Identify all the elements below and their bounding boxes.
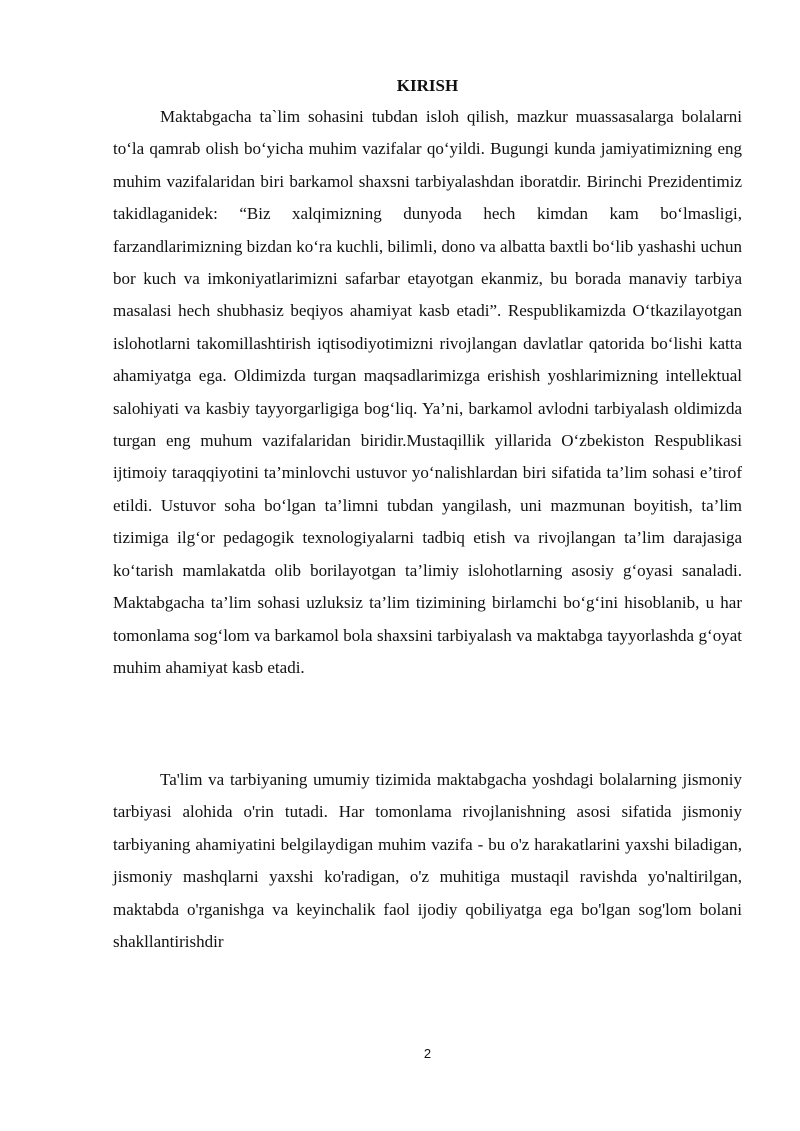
document-page <box>113 0 742 1131</box>
body-paragraph-2: Ta'lim va tarbiyaning umumiy tizimida maktabgacha yoshdagi bolalarning jismoniy tarbiyasi alohida o'rin tutadi. Har tomonlama rivojlanishning asosi sifatida jismoniy tarbiyaning ahamiyatini belgilaydigan muhim vazifa - bu o'z harakatlarini yaxshi biladigan, jismoniy mashqlarni yaxshi ko'radigan, o'z muhitiga mustaqil ravishda yo'naltirilgan, maktabda o'rganishga va keyinchalik faol ijodiy qobiliyatga ega bo'lgan sog'lom bolani shakllantirishdir <box>113 770 742 952</box>
section-heading: KIRISH <box>396 76 459 95</box>
page-number: 2 <box>423 1046 432 1061</box>
body-paragraph-1: Maktabgacha ta`lim sohasini tubdan isloh qilish, mazkur muassasalarga bolalarni to‘la qamrab olish bo‘yicha muhim vazifalar qo‘yildi. Bugungi kunda jamiyatimizning eng muhim vazifalaridan biri barkamol shaxsni tarbiyalashdan iboratdir. Birinchi Prezidentimiz takidlaganidek: “Biz xalqimizning dunyoda hech kimdan kam bo‘lmasligi, farzandlarimizning bizdan ko‘ra kuchli, bilimli, dono va albatta baxtli bo‘lib yashashi uchun bor kuch va imkoniyatlarimizni safarbar etayotgan ekanmiz, bu borada manaviy tarbiya masalasi hech shubhasiz beqiyos ahamiyat kasb etadi”. Respublikamizda O‘tkazilayotgan islohotlarni takomillashtirish iqtisodiyotimizni rivojlangan davlatlar qatorida bo‘lishi katta ahamiyatga ega. Oldimizda turgan maqsadlarimizga erishish yoshlarimizning intellektual salohiyati va kasbiy tayyorgarligiga bog‘liq. Ya’ni, barkamol avlodni tarbiyalash oldimizda turgan eng muhum vazifalaridan biridir.Mustaqillik yillarida O‘zbekiston Respublikasi ijtimoiy taraqqiyotini ta’minlovchi ustuvor yo‘nalishlardan biri sifatida ta’lim sohasi e’tirof etildi. Ustuvor soha bo‘lgan ta’limni tubdan yangilash, uni mazmunan boyitish, ta’lim tizimiga ilg‘or pedagogik texnologiyalarni tadbiq etish va rivojlangan ta’lim darajasiga ko‘tarish mamlakatda olib borilayotgan ta’limiy islohotlarning asosiy g‘oyasi sanaladi. Maktabgacha ta’lim sohasi uzluksiz ta’lim tizimining birlamchi bo‘g‘ini hisoblanib, u har tomonlama sog‘lom va barkamol bola shaxsini tarbiyalash va maktabga tayyorlashda g‘oyat muhim ahamiyat kasb etadi. <box>113 107 742 677</box>
